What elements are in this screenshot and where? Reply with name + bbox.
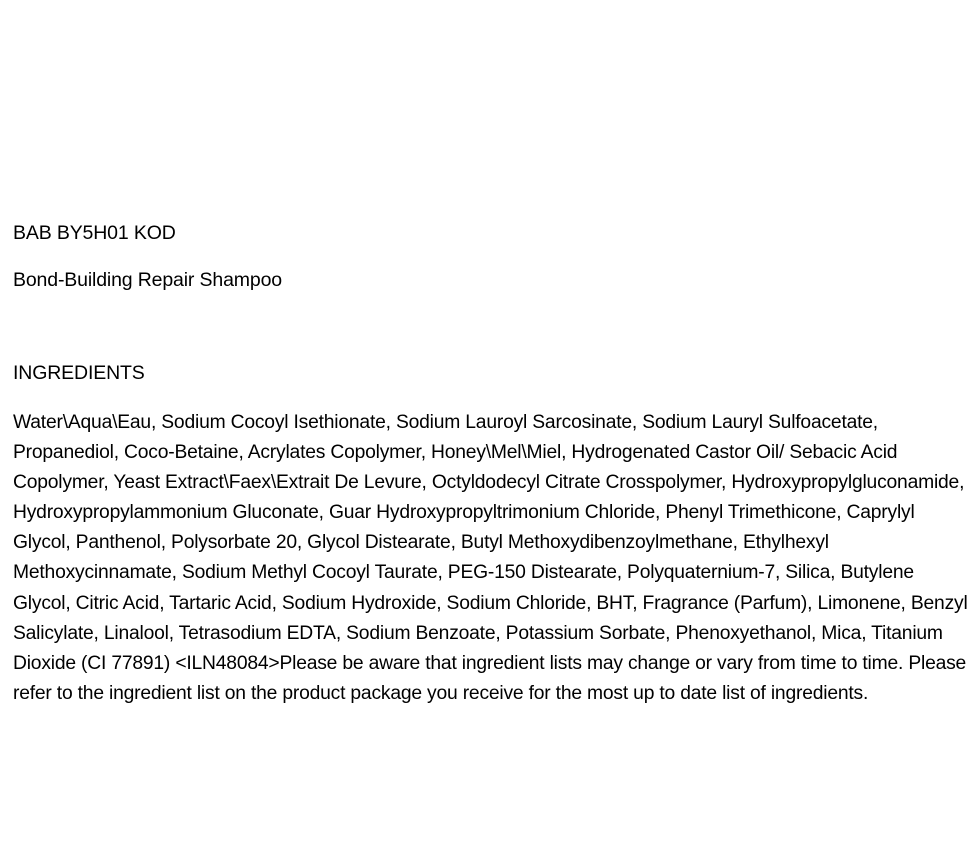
product-code: BAB BY5H01 KOD: [13, 222, 176, 244]
ingredients-heading: INGREDIENTS: [13, 362, 145, 384]
document-page: [13, 0, 971, 866]
product-name: Bond-Building Repair Shampoo: [13, 269, 282, 291]
ingredients-list: Water\Aqua\Eau, Sodium Cocoyl Isethionate, Sodium Lauroyl Sarcosinate, Sodium Lauryl Sulfoacetate, Propanediol, Coco-Betaine, Acrylates Copolymer, Honey\Mel\Miel, Hydrogenated Castor Oil/ Sebacic Acid Copolymer, Yeast Extract\Faex\Extrait De Levure, Octyldodecyl Citrate Crosspolymer, Hydroxypropylgluconamide, Hydroxypropylammonium Gluconate, Guar Hydroxypropyltrimonium Chloride, Phenyl Trimethicone, Caprylyl Glycol, Panthenol, Polysorbate 20, Glycol Distearate, Butyl Methoxydibenzoylmethane, Ethylhexyl Methoxycinnamate, Sodium Methyl Cocoyl Taurate, PEG-150 Distearate, Polyquaternium-7, Silica, Butylene Glycol, Citric Acid, Tartaric Acid, Sodium Hydroxide, Sodium Chloride, BHT, Fragrance (Parfum), Limonene, Benzyl Salicylate, Linalool, Tetrasodium EDTA, Sodium Benzoate, Potassium Sorbate, Phenoxyethanol, Mica, Titanium Dioxide (CI 77891) <ILN48084>Please be aware that ingredient lists may change or vary from time to time. Please refer to the ingredient list on the product package you receive for the most up to date list of ingredients.: [13, 412, 968, 704]
